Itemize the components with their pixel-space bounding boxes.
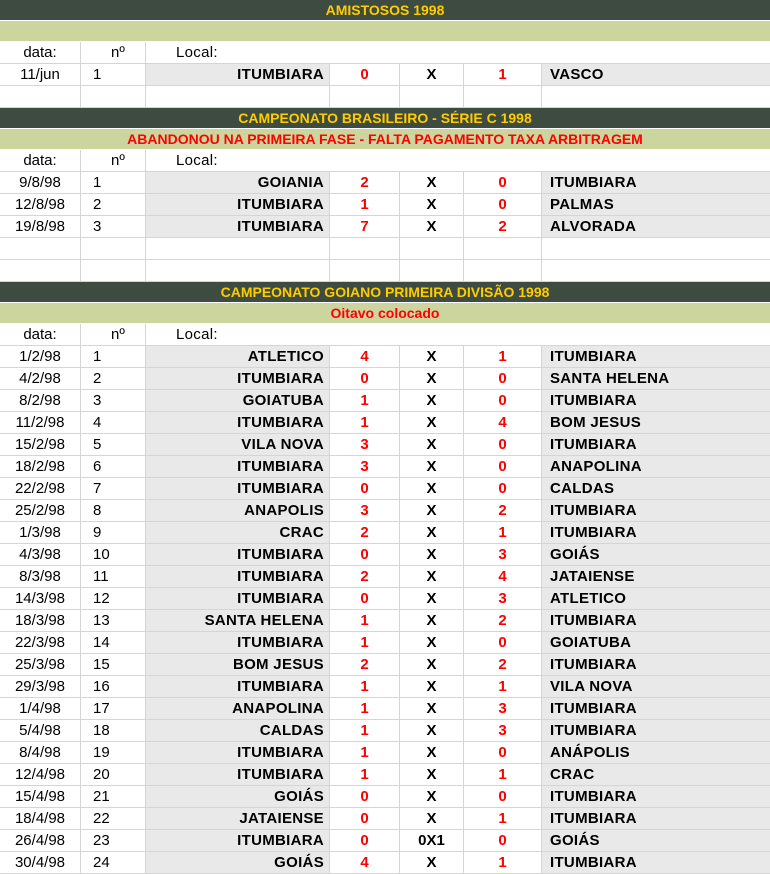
home-team: ANAPOLINA — [146, 698, 330, 719]
match-date: 25/3/98 — [0, 654, 81, 675]
header-blank — [542, 150, 770, 171]
header-blank — [400, 150, 464, 171]
versus-separator: 0X1 — [400, 830, 464, 851]
away-team: ANÁPOLIS — [542, 742, 770, 763]
versus-separator: X — [400, 64, 464, 85]
header-blank — [400, 324, 464, 345]
away-score: 0 — [464, 632, 542, 653]
home-score: 0 — [330, 368, 400, 389]
home-score: 4 — [330, 346, 400, 367]
section-title: AMISTOSOS 1998 — [0, 0, 770, 21]
home-team: GOIÁS — [146, 852, 330, 873]
match-row — [0, 786, 770, 808]
home-score: 2 — [330, 654, 400, 675]
match-number: 22 — [81, 808, 146, 829]
home-score: 0 — [330, 786, 400, 807]
empty-row — [0, 260, 770, 282]
empty-cell — [146, 260, 330, 281]
away-score: 0 — [464, 786, 542, 807]
home-team: ITUMBIARA — [146, 566, 330, 587]
match-date: 19/8/98 — [0, 216, 81, 237]
home-team: ITUMBIARA — [146, 368, 330, 389]
match-row — [0, 456, 770, 478]
home-team: ATLETICO — [146, 346, 330, 367]
home-score: 4 — [330, 852, 400, 873]
section-title: CAMPEONATO BRASILEIRO - SÉRIE C 1998 — [0, 108, 770, 129]
away-team: JATAIENSE — [542, 566, 770, 587]
home-score: 1 — [330, 720, 400, 741]
away-score: 0 — [464, 434, 542, 455]
home-score: 3 — [330, 456, 400, 477]
away-score: 0 — [464, 368, 542, 389]
match-number: 16 — [81, 676, 146, 697]
home-team: ITUMBIARA — [146, 544, 330, 565]
match-row — [0, 852, 770, 874]
away-team: ITUMBIARA — [542, 522, 770, 543]
home-score: 0 — [330, 830, 400, 851]
section-subtitle: Oitavo colocado — [0, 303, 770, 324]
away-score: 3 — [464, 544, 542, 565]
match-row — [0, 500, 770, 522]
versus-separator: X — [400, 698, 464, 719]
match-number: 11 — [81, 566, 146, 587]
home-team: ITUMBIARA — [146, 632, 330, 653]
match-date: 14/3/98 — [0, 588, 81, 609]
away-team: ITUMBIARA — [542, 390, 770, 411]
home-team: ITUMBIARA — [146, 194, 330, 215]
home-team: ANAPOLIS — [146, 500, 330, 521]
section-subtitle: ABANDONOU NA PRIMEIRA FASE - FALTA PAGAMENTO TAXA ARBITRAGEM — [0, 129, 770, 150]
versus-separator: X — [400, 456, 464, 477]
match-row — [0, 588, 770, 610]
home-score: 1 — [330, 610, 400, 631]
away-team: ITUMBIARA — [542, 698, 770, 719]
home-score: 2 — [330, 522, 400, 543]
away-team: ITUMBIARA — [542, 852, 770, 873]
away-score: 2 — [464, 654, 542, 675]
match-date: 1/2/98 — [0, 346, 81, 367]
header-blank — [464, 150, 542, 171]
match-number: 13 — [81, 610, 146, 631]
header-date: data: — [0, 150, 81, 171]
versus-separator: X — [400, 588, 464, 609]
match-date: 15/2/98 — [0, 434, 81, 455]
away-score: 1 — [464, 676, 542, 697]
empty-cell — [400, 238, 464, 259]
versus-separator: X — [400, 390, 464, 411]
away-score: 0 — [464, 194, 542, 215]
match-date: 15/4/98 — [0, 786, 81, 807]
match-row — [0, 610, 770, 632]
empty-cell — [542, 86, 770, 107]
away-score: 0 — [464, 830, 542, 851]
match-date: 1/4/98 — [0, 698, 81, 719]
match-date: 8/4/98 — [0, 742, 81, 763]
empty-cell — [542, 260, 770, 281]
home-score: 0 — [330, 478, 400, 499]
empty-cell — [81, 260, 146, 281]
home-team: SANTA HELENA — [146, 610, 330, 631]
match-row — [0, 720, 770, 742]
column-header-row — [0, 324, 770, 346]
header-blank — [330, 150, 400, 171]
away-team: ITUMBIARA — [542, 720, 770, 741]
match-number: 12 — [81, 588, 146, 609]
empty-cell — [464, 238, 542, 259]
home-team: ITUMBIARA — [146, 588, 330, 609]
match-date: 1/3/98 — [0, 522, 81, 543]
match-row — [0, 544, 770, 566]
home-score: 0 — [330, 808, 400, 829]
home-team: ITUMBIARA — [146, 64, 330, 85]
header-number: nº — [81, 42, 146, 63]
versus-separator: X — [400, 654, 464, 675]
home-team: CRAC — [146, 522, 330, 543]
versus-separator: X — [400, 742, 464, 763]
home-score: 2 — [330, 566, 400, 587]
away-team: CALDAS — [542, 478, 770, 499]
away-score: 0 — [464, 478, 542, 499]
away-score: 1 — [464, 852, 542, 873]
versus-separator: X — [400, 720, 464, 741]
away-team: ITUMBIARA — [542, 654, 770, 675]
home-team: ITUMBIARA — [146, 830, 330, 851]
versus-separator: X — [400, 808, 464, 829]
away-score: 4 — [464, 412, 542, 433]
versus-separator: X — [400, 194, 464, 215]
empty-row — [0, 238, 770, 260]
match-row — [0, 698, 770, 720]
match-row — [0, 830, 770, 852]
section-subtitle-empty — [0, 21, 770, 42]
match-number: 14 — [81, 632, 146, 653]
home-score: 3 — [330, 500, 400, 521]
away-team: VASCO — [542, 64, 770, 85]
match-number: 2 — [81, 194, 146, 215]
away-team: ANAPOLINA — [542, 456, 770, 477]
match-number: 21 — [81, 786, 146, 807]
home-score: 0 — [330, 588, 400, 609]
match-row — [0, 742, 770, 764]
away-team: ITUMBIARA — [542, 434, 770, 455]
match-date: 22/2/98 — [0, 478, 81, 499]
match-number: 9 — [81, 522, 146, 543]
header-blank — [542, 324, 770, 345]
versus-separator: X — [400, 610, 464, 631]
match-date: 29/3/98 — [0, 676, 81, 697]
season-section — [0, 108, 770, 282]
home-team: ITUMBIARA — [146, 742, 330, 763]
match-date: 30/4/98 — [0, 852, 81, 873]
home-score: 1 — [330, 412, 400, 433]
match-date: 18/2/98 — [0, 456, 81, 477]
away-score: 3 — [464, 588, 542, 609]
match-row — [0, 566, 770, 588]
match-date: 18/4/98 — [0, 808, 81, 829]
match-row — [0, 194, 770, 216]
match-number: 18 — [81, 720, 146, 741]
empty-cell — [81, 86, 146, 107]
home-team: VILA NOVA — [146, 434, 330, 455]
header-date: data: — [0, 42, 81, 63]
away-team: ITUMBIARA — [542, 786, 770, 807]
home-score: 2 — [330, 172, 400, 193]
match-date: 8/3/98 — [0, 566, 81, 587]
away-team: ITUMBIARA — [542, 808, 770, 829]
empty-cell — [464, 260, 542, 281]
versus-separator: X — [400, 786, 464, 807]
header-number: nº — [81, 324, 146, 345]
match-date: 5/4/98 — [0, 720, 81, 741]
away-score: 0 — [464, 742, 542, 763]
away-score: 2 — [464, 500, 542, 521]
match-row — [0, 390, 770, 412]
away-score: 1 — [464, 64, 542, 85]
away-team: BOM JESUS — [542, 412, 770, 433]
header-blank — [464, 324, 542, 345]
versus-separator: X — [400, 632, 464, 653]
versus-separator: X — [400, 478, 464, 499]
match-number: 6 — [81, 456, 146, 477]
match-number: 19 — [81, 742, 146, 763]
home-team: GOIANIA — [146, 172, 330, 193]
home-team: ITUMBIARA — [146, 412, 330, 433]
season-section — [0, 0, 770, 108]
match-date: 11/2/98 — [0, 412, 81, 433]
away-team: CRAC — [542, 764, 770, 785]
header-local: Local: — [176, 326, 218, 343]
away-team: GOIÁS — [542, 830, 770, 851]
header-blank — [330, 42, 400, 63]
match-number: 24 — [81, 852, 146, 873]
away-team: GOIÁS — [542, 544, 770, 565]
versus-separator: X — [400, 500, 464, 521]
match-row — [0, 764, 770, 786]
home-score: 0 — [330, 64, 400, 85]
versus-separator: X — [400, 412, 464, 433]
match-row — [0, 368, 770, 390]
match-row — [0, 172, 770, 194]
empty-cell — [464, 86, 542, 107]
away-score: 0 — [464, 172, 542, 193]
header-local: Local: — [176, 44, 218, 61]
column-header-row — [0, 150, 770, 172]
empty-cell — [146, 86, 330, 107]
match-date: 4/3/98 — [0, 544, 81, 565]
match-date: 22/3/98 — [0, 632, 81, 653]
match-date: 12/8/98 — [0, 194, 81, 215]
home-score: 3 — [330, 434, 400, 455]
away-score: 2 — [464, 610, 542, 631]
empty-cell — [330, 86, 400, 107]
match-number: 17 — [81, 698, 146, 719]
match-row — [0, 412, 770, 434]
away-score: 1 — [464, 522, 542, 543]
versus-separator: X — [400, 852, 464, 873]
home-team: BOM JESUS — [146, 654, 330, 675]
match-date: 9/8/98 — [0, 172, 81, 193]
header-blank — [330, 324, 400, 345]
home-team: ITUMBIARA — [146, 216, 330, 237]
home-score: 1 — [330, 698, 400, 719]
versus-separator: X — [400, 216, 464, 237]
home-score: 0 — [330, 544, 400, 565]
empty-cell — [400, 260, 464, 281]
match-number: 1 — [81, 64, 146, 85]
away-team: ATLETICO — [542, 588, 770, 609]
versus-separator: X — [400, 544, 464, 565]
away-team: ITUMBIARA — [542, 346, 770, 367]
versus-separator: X — [400, 522, 464, 543]
match-date: 11/jun — [0, 64, 81, 85]
column-header-row — [0, 42, 770, 64]
away-team: GOIATUBA — [542, 632, 770, 653]
match-number: 20 — [81, 764, 146, 785]
home-score: 1 — [330, 194, 400, 215]
match-number: 3 — [81, 216, 146, 237]
away-score: 1 — [464, 346, 542, 367]
empty-cell — [330, 260, 400, 281]
match-row — [0, 346, 770, 368]
match-row — [0, 522, 770, 544]
away-team: ALVORADA — [542, 216, 770, 237]
match-row — [0, 654, 770, 676]
section-title: CAMPEONATO GOIANO PRIMEIRA DIVISÃO 1998 — [0, 282, 770, 303]
home-team: ITUMBIARA — [146, 456, 330, 477]
match-number: 3 — [81, 390, 146, 411]
match-row — [0, 64, 770, 86]
match-date: 8/2/98 — [0, 390, 81, 411]
versus-separator: X — [400, 172, 464, 193]
match-row — [0, 216, 770, 238]
match-row — [0, 478, 770, 500]
match-date: 4/2/98 — [0, 368, 81, 389]
versus-separator: X — [400, 764, 464, 785]
away-team: ITUMBIARA — [542, 500, 770, 521]
match-number: 8 — [81, 500, 146, 521]
versus-separator: X — [400, 566, 464, 587]
match-row — [0, 434, 770, 456]
match-date: 18/3/98 — [0, 610, 81, 631]
away-score: 3 — [464, 698, 542, 719]
header-blank — [400, 42, 464, 63]
match-number: 1 — [81, 346, 146, 367]
versus-separator: X — [400, 676, 464, 697]
empty-row — [0, 86, 770, 108]
header-date: data: — [0, 324, 81, 345]
header-local: Local: — [176, 152, 218, 169]
home-team: ITUMBIARA — [146, 676, 330, 697]
home-score: 1 — [330, 742, 400, 763]
match-row — [0, 808, 770, 830]
away-score: 1 — [464, 764, 542, 785]
empty-cell — [330, 238, 400, 259]
match-number: 15 — [81, 654, 146, 675]
match-number: 5 — [81, 434, 146, 455]
header-number: nº — [81, 150, 146, 171]
home-score: 1 — [330, 676, 400, 697]
home-team: CALDAS — [146, 720, 330, 741]
match-number: 1 — [81, 172, 146, 193]
home-score: 1 — [330, 390, 400, 411]
home-team: ITUMBIARA — [146, 764, 330, 785]
away-score: 0 — [464, 390, 542, 411]
away-score: 2 — [464, 216, 542, 237]
match-date: 25/2/98 — [0, 500, 81, 521]
empty-cell — [0, 86, 81, 107]
away-team: VILA NOVA — [542, 676, 770, 697]
away-team: ITUMBIARA — [542, 172, 770, 193]
away-score: 3 — [464, 720, 542, 741]
empty-cell — [0, 260, 81, 281]
season-section — [0, 282, 770, 874]
match-row — [0, 632, 770, 654]
match-date: 26/4/98 — [0, 830, 81, 851]
match-row — [0, 676, 770, 698]
away-team: ITUMBIARA — [542, 610, 770, 631]
match-number: 7 — [81, 478, 146, 499]
empty-cell — [400, 86, 464, 107]
match-number: 23 — [81, 830, 146, 851]
home-score: 1 — [330, 632, 400, 653]
home-team: GOIÁS — [146, 786, 330, 807]
home-score: 7 — [330, 216, 400, 237]
versus-separator: X — [400, 434, 464, 455]
header-blank — [542, 42, 770, 63]
empty-cell — [146, 238, 330, 259]
match-number: 10 — [81, 544, 146, 565]
away-score: 0 — [464, 456, 542, 477]
away-team: SANTA HELENA — [542, 368, 770, 389]
home-team: JATAIENSE — [146, 808, 330, 829]
home-team: GOIATUBA — [146, 390, 330, 411]
match-number: 4 — [81, 412, 146, 433]
versus-separator: X — [400, 368, 464, 389]
home-score: 1 — [330, 764, 400, 785]
away-score: 1 — [464, 808, 542, 829]
empty-cell — [81, 238, 146, 259]
home-team: ITUMBIARA — [146, 478, 330, 499]
empty-cell — [0, 238, 81, 259]
match-date: 12/4/98 — [0, 764, 81, 785]
empty-cell — [542, 238, 770, 259]
versus-separator: X — [400, 346, 464, 367]
match-number: 2 — [81, 368, 146, 389]
away-score: 4 — [464, 566, 542, 587]
header-blank — [464, 42, 542, 63]
away-team: PALMAS — [542, 194, 770, 215]
